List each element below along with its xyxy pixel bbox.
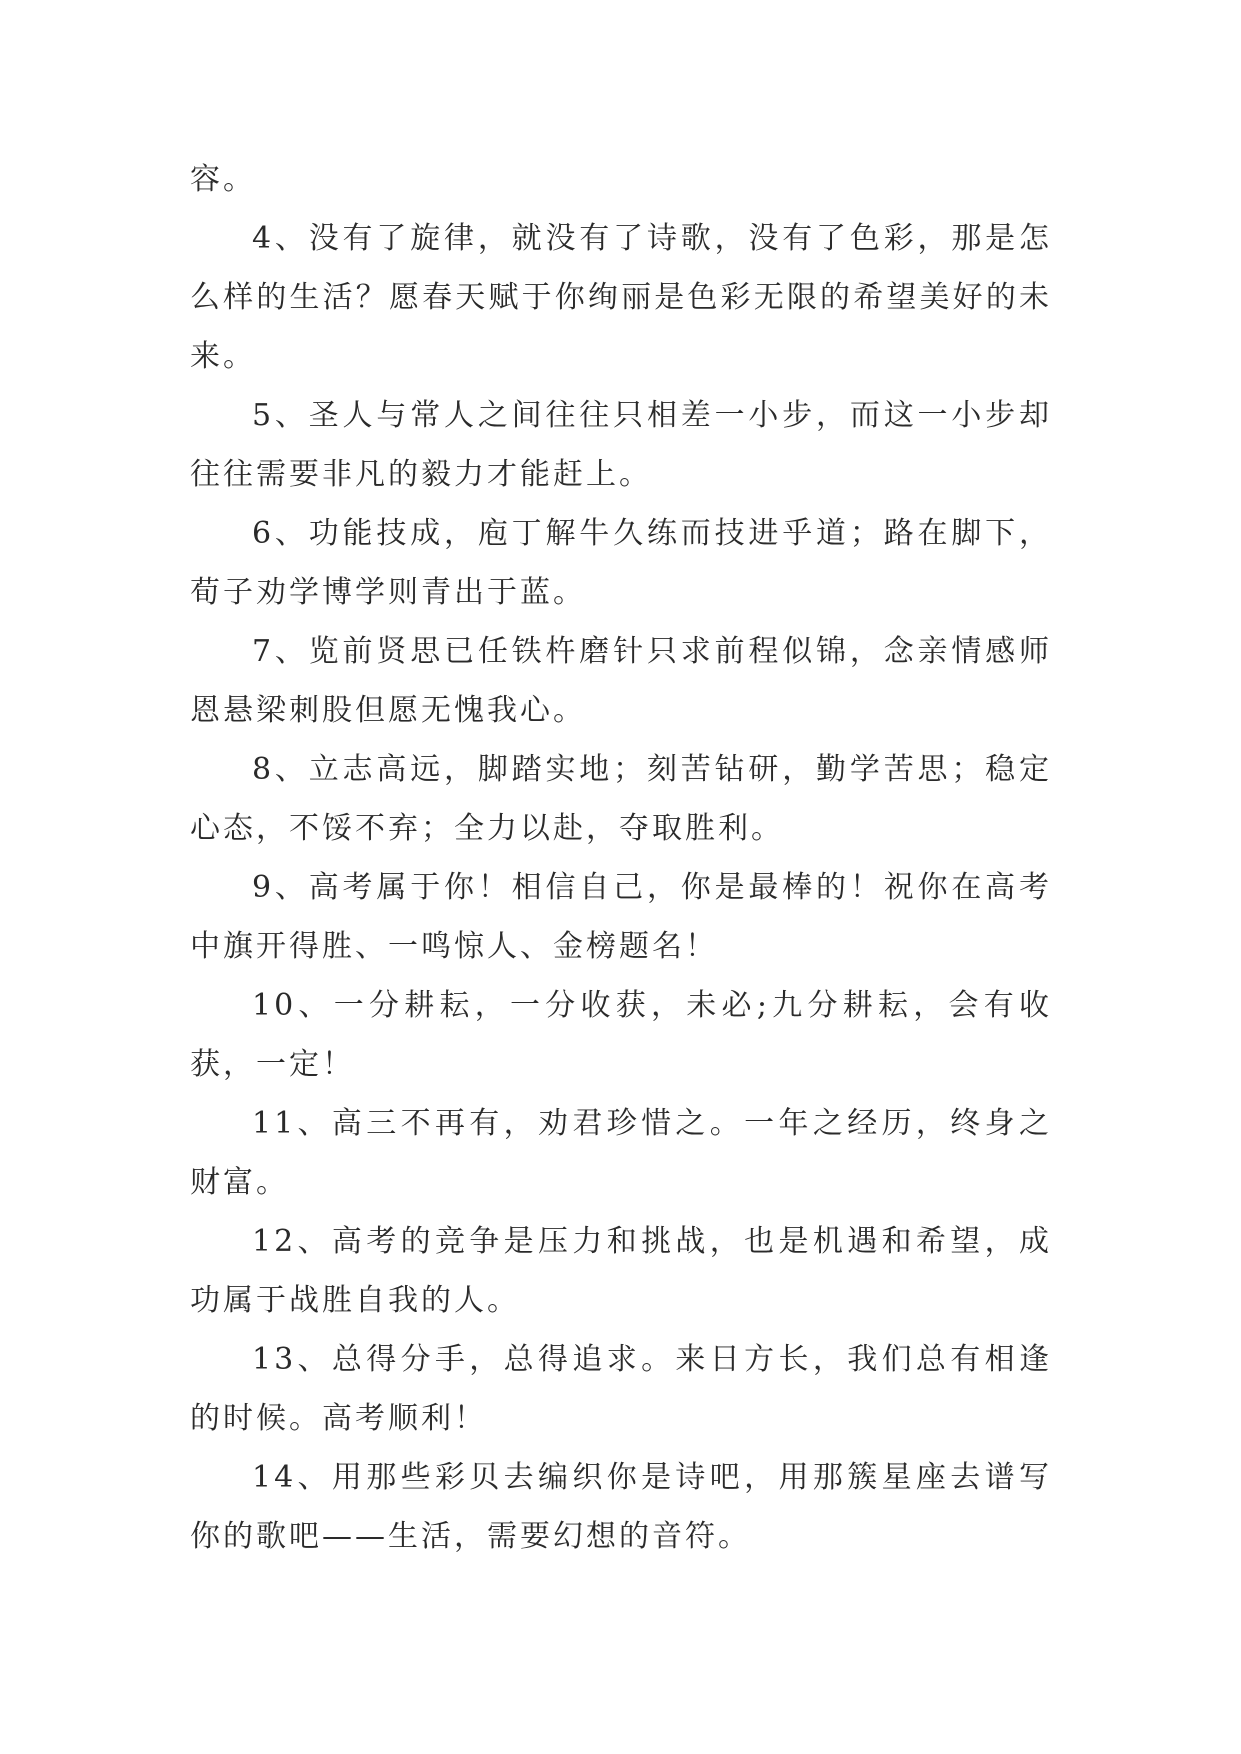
paragraph-item-11: 11、高三不再有，劝君珍惜之。一年之经历，终身之财富。	[190, 1106, 1052, 1200]
paragraph-item-14: 14、用那些彩贝去编织你是诗吧，用那簇星座去谱写你的歌吧——生活，需要幻想的音符。	[190, 1460, 1052, 1554]
paragraph-item-4: 4、没有了旋律，就没有了诗歌，没有了色彩，那是怎么样的生活？愿春天赋于你绚丽是色彩无限的希望美好的未来。	[190, 221, 1052, 374]
paragraph-item-10: 10、一分耕耘，一分收获，未必;九分耕耘，会有收获，一定！	[190, 988, 1052, 1082]
paragraph-item-12: 12、高考的竞争是压力和挑战，也是机遇和希望，成功属于战胜自我的人。	[190, 1224, 1052, 1318]
paragraph-item-9: 9、高考属于你！相信自己，你是最棒的！祝你在高考中旗开得胜、一鸣惊人、金榜题名！	[190, 870, 1052, 964]
paragraph-item-6: 6、功能技成，庖丁解牛久练而技进乎道；路在脚下，荀子劝学博学则青出于蓝。	[190, 516, 1052, 610]
paragraph-continuation: 容。	[190, 162, 256, 197]
document-body	[190, 150, 1052, 1566]
paragraph-item-5: 5、圣人与常人之间往往只相差一小步，而这一小步却往往需要非凡的毅力才能赶上。	[190, 398, 1052, 492]
paragraph-item-13: 13、总得分手，总得追求。来日方长，我们总有相逢的时候。高考顺利！	[190, 1342, 1052, 1436]
paragraph-item-8: 8、立志高远，脚踏实地；刻苦钻研，勤学苦思；稳定心态，不馁不弃；全力以赴，夺取胜利。	[190, 752, 1052, 846]
paragraph-item-7: 7、览前贤思已任铁杵磨针只求前程似锦，念亲情感师恩悬梁刺股但愿无愧我心。	[190, 634, 1052, 728]
